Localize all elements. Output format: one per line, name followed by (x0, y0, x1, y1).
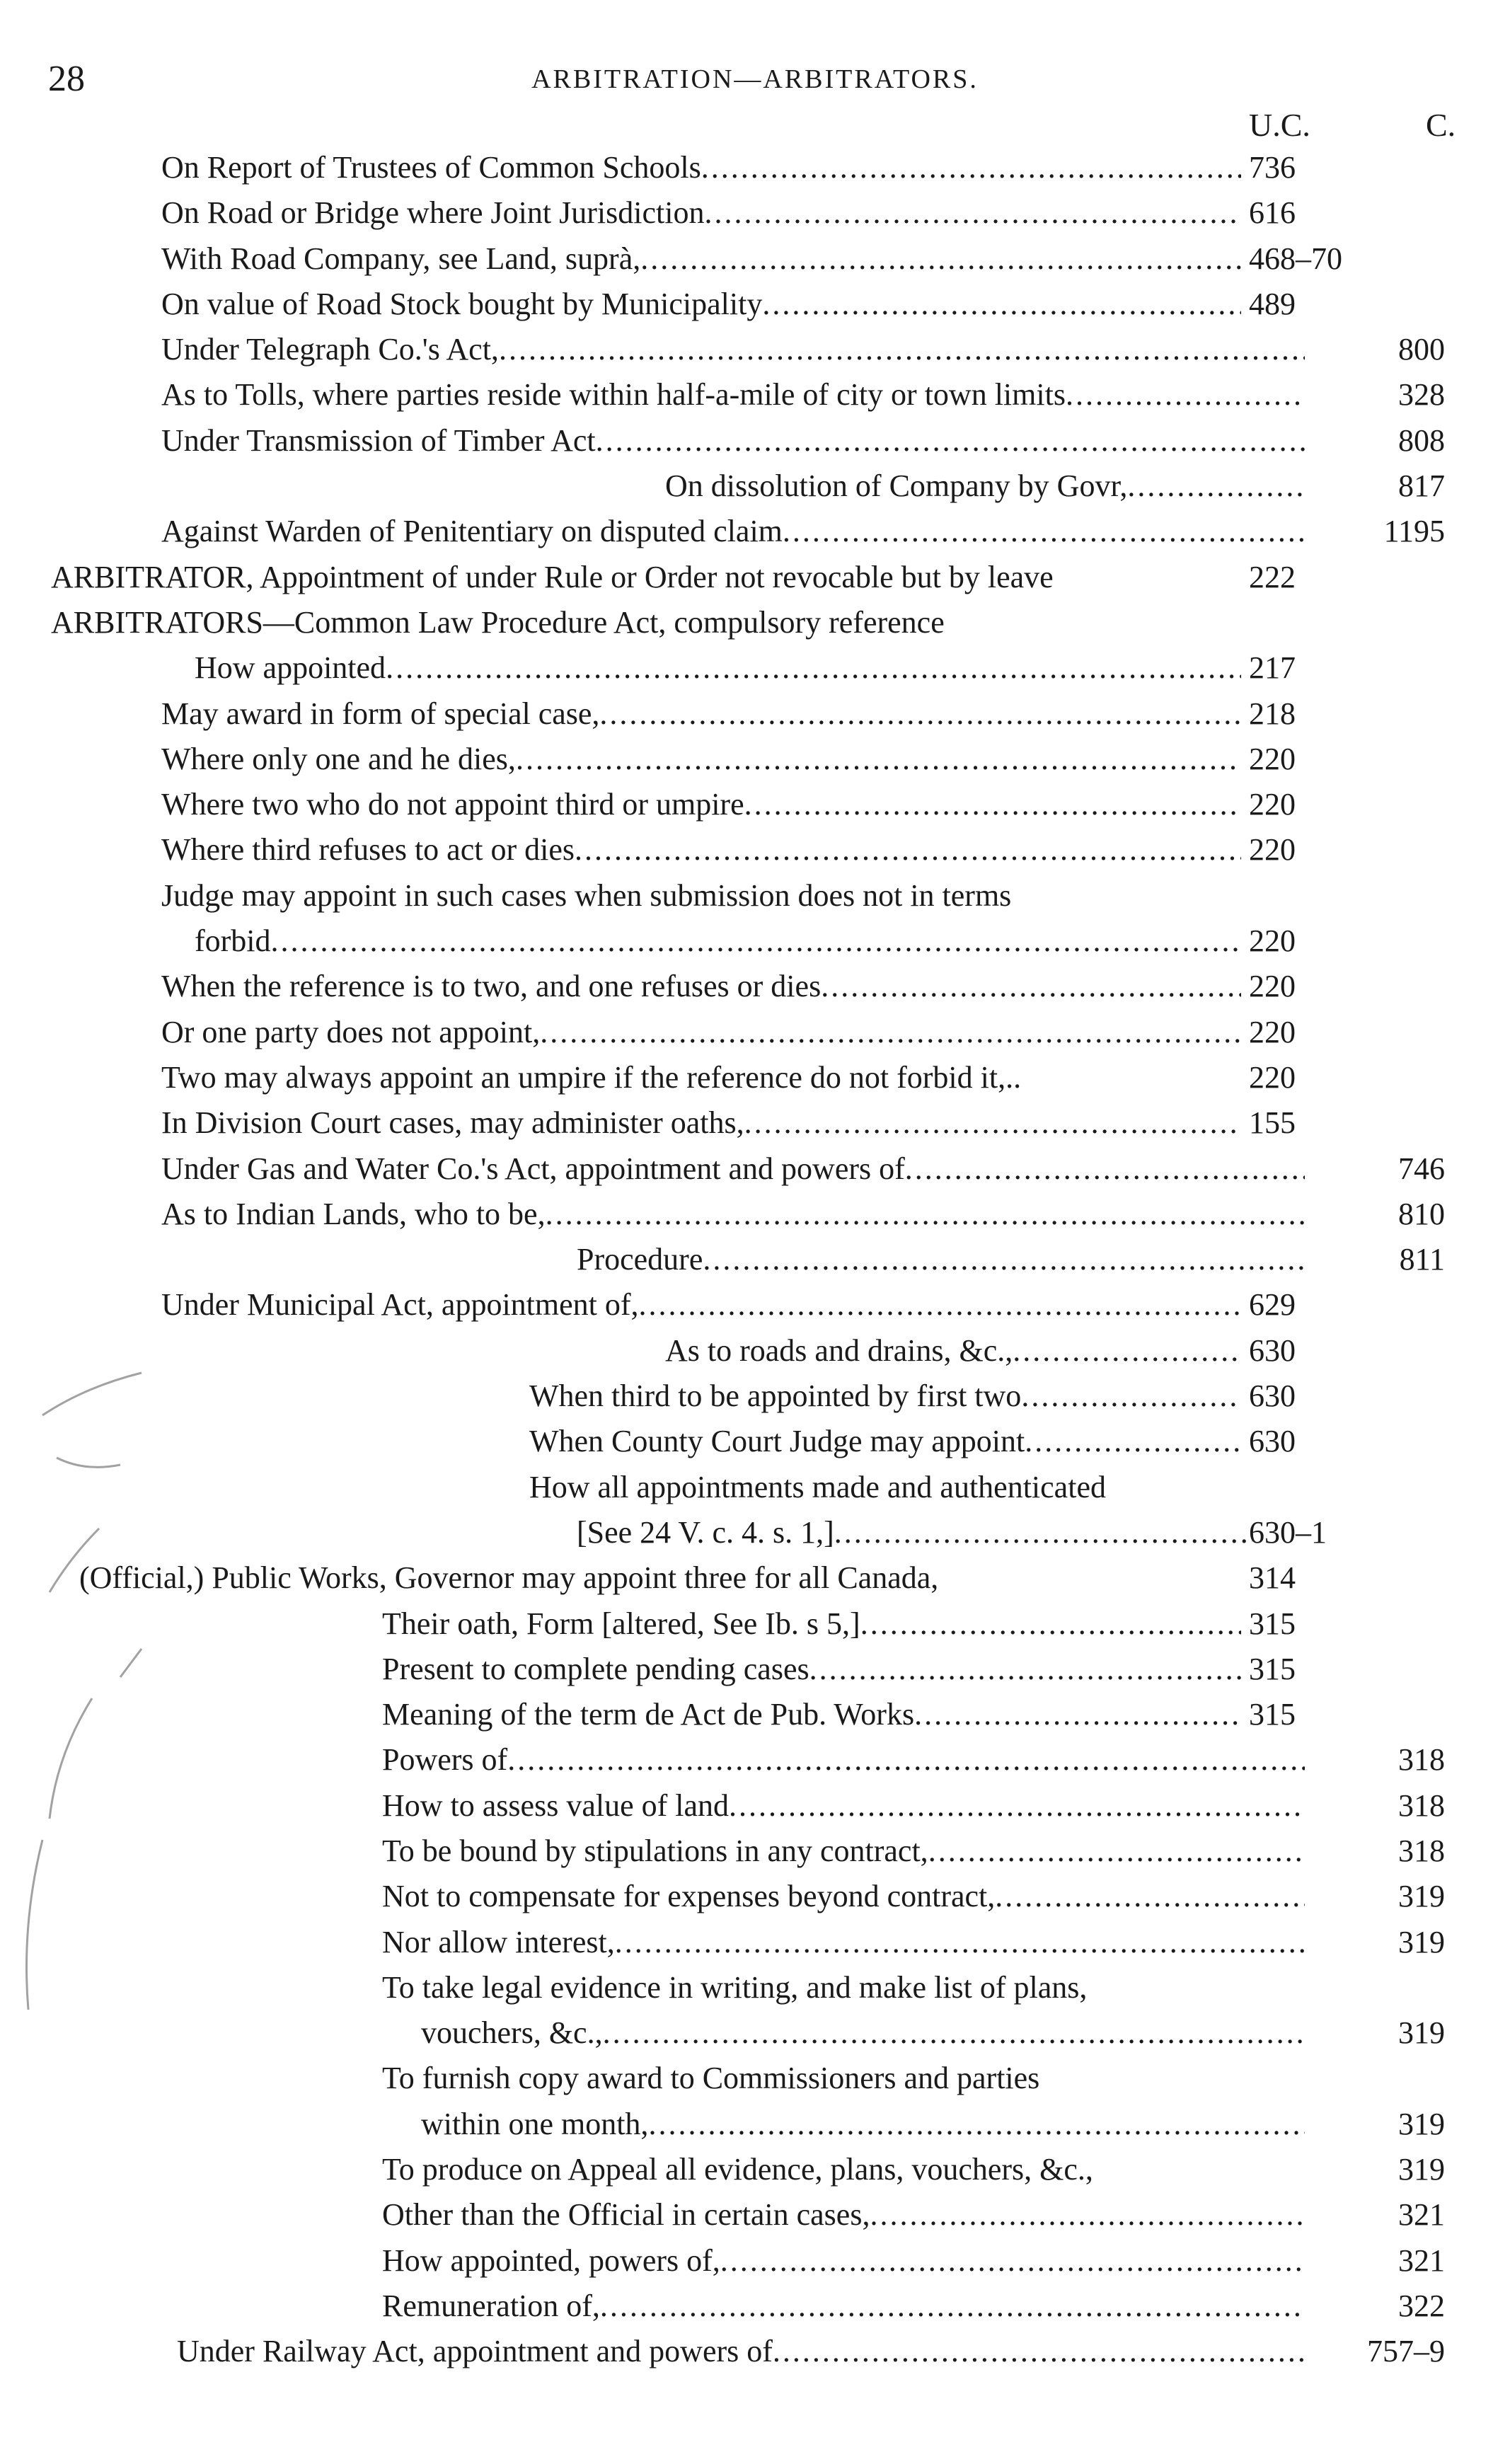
entry-text: Their oath, Form [altered, See Ib. s 5,] (382, 1606, 860, 1641)
index-entry (0, 1055, 1510, 1100)
index-entry (0, 2238, 1510, 2284)
leader-dots (1066, 372, 1305, 418)
index-entry (0, 964, 1510, 1009)
entry-text: Under Transmission of Timber Act (161, 422, 596, 458)
entry-text: within one month, (421, 2106, 649, 2141)
leader-dots (701, 145, 1241, 190)
entry-text: May award in form of special case, (161, 696, 600, 731)
leader-dots (928, 1829, 1305, 1874)
entry-text: Under Municipal Act, appointment of, (161, 1287, 639, 1323)
entry-text: On Road or Bridge where Joint Jurisdiction (161, 195, 705, 231)
leader-dots (600, 2284, 1305, 2329)
leader-dots (703, 1237, 1305, 1282)
index-entry (0, 1192, 1510, 1237)
index-entry (0, 1920, 1510, 1965)
entry-text: As to Tolls, where parties reside within half-a-mile of city or town limits (161, 377, 1066, 413)
index-entry (0, 1829, 1510, 1874)
entry-text: In Division Court cases, may administer oaths, (161, 1105, 744, 1141)
entry-text: ARBITRATORS—Common Law Procedure Act, compulsory reference (51, 604, 945, 640)
page-ref-uc: 630 (1249, 1378, 1296, 1414)
index-entry (0, 1874, 1510, 1919)
index-entry (0, 1737, 1510, 1783)
leader-dots (1127, 464, 1305, 509)
entry-text: How to assess value of land (382, 1787, 730, 1823)
index-entry (0, 2102, 1510, 2147)
index-entry (0, 1601, 1510, 1647)
page-ref-uc: 155 (1249, 1105, 1296, 1141)
index-entry (0, 1692, 1510, 1737)
entry-text: As to roads and drains, &c., (665, 1332, 1013, 1368)
page-ref-uc: 630 (1249, 1332, 1296, 1368)
leader-dots (821, 964, 1241, 1009)
entry-text: To produce on Appeal all evidence, plans, vouchers, &c., (382, 2152, 1093, 2187)
entry-text: How appointed, powers of, (382, 2243, 720, 2278)
leader-dots (1025, 1419, 1241, 1464)
index-entry (0, 372, 1510, 418)
entry-text: Procedure (577, 1242, 703, 1277)
entry-text: Meaning of the term de Act de Pub. Works (382, 1697, 915, 1732)
entry-text: As to Indian Lands, who to be, (161, 1196, 546, 1231)
leader-dots (603, 2010, 1305, 2056)
entry-text: On Report of Trustees of Common Schools (161, 150, 701, 185)
page-ref-uc: 220 (1249, 741, 1296, 776)
entry-text: Where third refuses to act or dies (161, 832, 575, 868)
index-entry (0, 1783, 1510, 1829)
index-entry (0, 2147, 1510, 2192)
entry-text: Two may always appoint an umpire if the reference do not forbid it,.. (161, 1059, 1022, 1095)
index-entry (0, 873, 1510, 919)
page-number: 28 (48, 59, 85, 99)
entry-text: Under Railway Act, appointment and powers of (177, 2334, 773, 2369)
entry-text: To take legal evidence in writing, and make list of plans, (382, 1969, 1088, 2005)
index-entry (0, 145, 1510, 190)
entry-text: Where two who do not appoint third or umpire (161, 787, 744, 822)
page-ref-c: 318 (1398, 1833, 1445, 1868)
entry-text: Powers of (382, 1742, 508, 1778)
leader-dots (860, 1601, 1241, 1647)
page-ref-uc: 616 (1249, 195, 1296, 231)
page-ref-c: 321 (1398, 2197, 1445, 2233)
page-ref-c: 808 (1398, 422, 1445, 458)
index-entry (0, 1419, 1510, 1464)
page-ref-c: 319 (1398, 2106, 1445, 2141)
leader-dots (995, 1874, 1305, 1919)
index-entry (0, 1010, 1510, 1055)
leader-dots (575, 827, 1241, 873)
leader-dots (546, 1192, 1305, 1237)
index-entry (0, 1374, 1510, 1419)
column-heading-uc: U.C. (1249, 107, 1310, 143)
page-ref-c: 1195 (1383, 514, 1445, 549)
entry-text: With Road Company, see Land, suprà, (161, 241, 641, 276)
page-ref-c: 817 (1398, 468, 1445, 504)
entry-text: Remuneration of, (382, 2288, 600, 2323)
index-entry (0, 2010, 1510, 2056)
page-ref-c: 319 (1398, 2015, 1445, 2051)
page-ref-c: 757–9 (1367, 2334, 1445, 2369)
leader-dots (905, 1146, 1305, 1192)
entry-text: Where only one and he dies, (161, 741, 516, 776)
page-ref-uc: 315 (1249, 1606, 1296, 1641)
page-ref-uc: 218 (1249, 696, 1296, 731)
page-ref-c: 319 (1398, 2152, 1445, 2187)
page-ref-c: 318 (1398, 1742, 1445, 1778)
index-entry (0, 1510, 1510, 1555)
entry-text: To furnish copy award to Commissioners and parties (382, 2061, 1040, 2096)
entry-text: Under Gas and Water Co.'s Act, appointment and powers of (161, 1151, 905, 1186)
entry-text: To be bound by stipulations in any contract, (382, 1833, 928, 1868)
leader-dots (507, 1737, 1305, 1783)
index-entry (0, 645, 1510, 691)
index-entry (0, 1555, 1510, 1601)
leader-dots (783, 509, 1305, 554)
entry-text: Under Telegraph Co.'s Act, (161, 332, 499, 367)
index-entry (0, 1146, 1510, 1192)
page-ref-uc: 220 (1249, 787, 1296, 822)
index-entry (0, 2284, 1510, 2329)
index-entry (0, 190, 1510, 236)
entry-text: When County Court Judge may appoint (529, 1424, 1025, 1459)
leader-dots (809, 1647, 1241, 1692)
index-entry (0, 1465, 1510, 1510)
leader-dots (744, 1100, 1241, 1146)
page-ref-uc: 220 (1249, 1059, 1296, 1095)
leader-dots (834, 1510, 1252, 1555)
column-heading-c: C. (1426, 107, 1456, 143)
page-ref-uc: 220 (1249, 923, 1296, 959)
page-ref-uc: 315 (1249, 1697, 1296, 1732)
entry-text: On value of Road Stock bought by Municipality (161, 286, 763, 321)
page-ref-uc: 630–1 (1249, 1514, 1327, 1550)
leader-dots (596, 418, 1305, 464)
leader-dots (762, 282, 1241, 327)
leader-dots (914, 1692, 1241, 1737)
index-entry (0, 509, 1510, 554)
index-entry (0, 827, 1510, 873)
page-ref-uc: 630 (1249, 1424, 1296, 1459)
entry-text: ARBITRATOR, Appointment of under Rule or Order not revocable but by leave (51, 559, 1054, 594)
page-ref-uc: 736 (1249, 150, 1296, 185)
index-entry (0, 1237, 1510, 1282)
leader-dots (516, 737, 1241, 782)
index-entry (0, 782, 1510, 827)
entry-text: (Official,) Public Works, Governor may appoint three for all Canada, (79, 1560, 939, 1596)
page-ref-c: 328 (1398, 377, 1445, 413)
page-ref-c: 811 (1399, 1242, 1445, 1277)
leader-dots (1013, 1328, 1241, 1374)
page-ref-uc: 217 (1249, 650, 1296, 686)
leader-dots (744, 782, 1241, 827)
index-entry (0, 600, 1510, 645)
entry-text: When the reference is to two, and one refuses or dies (161, 969, 822, 1004)
leader-dots (648, 2102, 1305, 2147)
page-ref-c: 322 (1398, 2288, 1445, 2323)
page-ref-c: 319 (1398, 1924, 1445, 1959)
page-ref-uc: 220 (1249, 969, 1296, 1004)
index-entries (0, 145, 1510, 2375)
leader-dots (386, 645, 1241, 691)
index-entry (0, 282, 1510, 327)
page-ref-uc: 315 (1249, 1651, 1296, 1686)
leader-dots (540, 1010, 1241, 1055)
leader-dots (773, 2329, 1305, 2374)
page-ref-c: 318 (1398, 1787, 1445, 1823)
page-ref-c: 321 (1398, 2243, 1445, 2278)
leader-dots (599, 691, 1241, 737)
index-entry (0, 1965, 1510, 2010)
entry-text: How appointed (195, 650, 386, 686)
entry-text: Present to complete pending cases (382, 1651, 809, 1686)
page-ref-uc: 220 (1249, 1014, 1296, 1049)
entry-text: When third to be appointed by first two (529, 1378, 1022, 1414)
leader-dots (870, 2192, 1305, 2238)
page-ref-c: 810 (1398, 1196, 1445, 1231)
entry-text: Nor allow interest, (382, 1924, 615, 1959)
leader-dots (640, 236, 1241, 282)
page-ref-uc: 489 (1249, 286, 1296, 321)
page-ref-uc: 220 (1249, 832, 1296, 868)
entry-text: [See 24 V. c. 4. s. 1,] (577, 1514, 834, 1550)
entry-text: Or one party does not appoint, (161, 1014, 541, 1049)
index-entry (0, 1282, 1510, 1328)
index-entry (0, 2192, 1510, 2238)
index-entry (0, 555, 1510, 600)
index-entry (0, 464, 1510, 509)
index-entry (0, 1647, 1510, 1692)
leader-dots (720, 2238, 1305, 2284)
index-entry (0, 691, 1510, 737)
entry-text: How all appointments made and authenticated (529, 1469, 1106, 1504)
index-entry (0, 1100, 1510, 1146)
entry-text: Not to compensate for expenses beyond contract, (382, 1879, 996, 1914)
entry-text: Against Warden of Penitentiary on disputed claim (161, 514, 783, 549)
page-ref-c: 319 (1398, 1879, 1445, 1914)
entry-text: Other than the Official in certain cases, (382, 2197, 870, 2233)
page-ref-uc: 629 (1249, 1287, 1296, 1323)
leader-dots (1021, 1374, 1241, 1419)
leader-dots (639, 1282, 1241, 1328)
leader-dots (271, 919, 1241, 964)
index-entry (0, 2056, 1510, 2101)
leader-dots (729, 1783, 1305, 1829)
index-entry (0, 1328, 1510, 1374)
index-entry (0, 919, 1510, 964)
index-entry (0, 737, 1510, 782)
page-ref-uc: 314 (1249, 1560, 1296, 1596)
entry-text: Judge may appoint in such cases when submission does not in terms (161, 877, 1012, 913)
index-entry (0, 327, 1510, 372)
entry-text: forbid (195, 923, 271, 959)
index-entry (0, 418, 1510, 464)
page-ref-uc: 222 (1249, 559, 1296, 594)
leader-dots (615, 1920, 1305, 1965)
page-ref-c: 800 (1398, 332, 1445, 367)
leader-dots (704, 190, 1241, 236)
page-ref-c: 746 (1398, 1151, 1445, 1186)
entry-text: vouchers, &c., (421, 2015, 603, 2051)
running-title: ARBITRATION—ARBITRATORS. (531, 64, 979, 94)
page-ref-uc: 468–70 (1249, 241, 1342, 276)
leader-dots (499, 327, 1305, 372)
index-entry (0, 2329, 1510, 2374)
index-entry (0, 236, 1510, 282)
entry-text: On dissolution of Company by Govr, (665, 468, 1128, 504)
